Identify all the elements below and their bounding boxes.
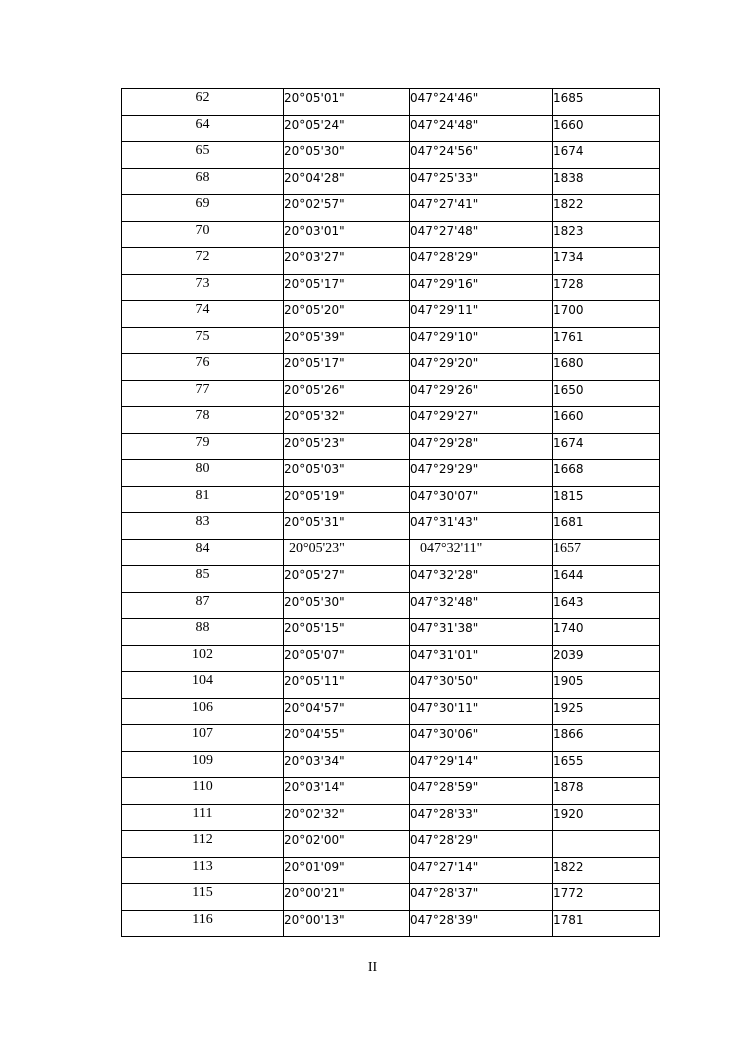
longitude-cell: 047°27'41" [410, 195, 553, 222]
latitude-cell: 20°00'13" [284, 910, 410, 937]
latitude-cell: 20°05'23" [284, 433, 410, 460]
table-row [122, 354, 660, 381]
latitude-cell: 20°05'31" [284, 513, 410, 540]
longitude-cell: 047°24'48" [410, 115, 553, 142]
point-number-cell: 83 [122, 513, 284, 540]
altitude-cell: 1815 [553, 486, 660, 513]
altitude-cell: 1657 [553, 539, 660, 566]
table-row [122, 751, 660, 778]
coordinates-table-body [122, 89, 660, 937]
altitude-cell: 1781 [553, 910, 660, 937]
latitude-cell: 20°05'32" [284, 407, 410, 434]
longitude-cell: 047°28'33" [410, 804, 553, 831]
latitude-cell: 20°02'32" [284, 804, 410, 831]
latitude-cell: 20°05'23" [284, 539, 410, 566]
point-number-cell: 79 [122, 433, 284, 460]
longitude-cell: 047°30'06" [410, 725, 553, 752]
table-row [122, 89, 660, 116]
altitude-cell: 1668 [553, 460, 660, 487]
altitude-cell: 1728 [553, 274, 660, 301]
point-number-cell: 65 [122, 142, 284, 169]
longitude-cell: 047°32'28" [410, 566, 553, 593]
altitude-cell: 1685 [553, 89, 660, 116]
table-row [122, 115, 660, 142]
latitude-cell: 20°05'39" [284, 327, 410, 354]
altitude-cell: 1655 [553, 751, 660, 778]
latitude-cell: 20°03'27" [284, 248, 410, 275]
latitude-cell: 20°05'26" [284, 380, 410, 407]
point-number-cell: 84 [122, 539, 284, 566]
point-number-cell: 104 [122, 672, 284, 699]
latitude-cell: 20°05'17" [284, 354, 410, 381]
point-number-cell: 116 [122, 910, 284, 937]
table-row [122, 327, 660, 354]
table-row [122, 539, 660, 566]
altitude-cell: 1643 [553, 592, 660, 619]
longitude-cell: 047°31'38" [410, 619, 553, 646]
longitude-cell: 047°29'29" [410, 460, 553, 487]
latitude-cell: 20°02'00" [284, 831, 410, 858]
table-row [122, 486, 660, 513]
table-row [122, 142, 660, 169]
point-number-cell: 110 [122, 778, 284, 805]
longitude-cell: 047°28'29" [410, 248, 553, 275]
longitude-cell: 047°25'33" [410, 168, 553, 195]
point-number-cell: 69 [122, 195, 284, 222]
altitude-cell: 1674 [553, 142, 660, 169]
latitude-cell: 20°03'34" [284, 751, 410, 778]
latitude-cell: 20°04'57" [284, 698, 410, 725]
longitude-cell: 047°24'56" [410, 142, 553, 169]
table-row [122, 592, 660, 619]
altitude-cell: 1822 [553, 195, 660, 222]
longitude-cell: 047°28'39" [410, 910, 553, 937]
longitude-cell: 047°30'50" [410, 672, 553, 699]
altitude-cell: 1644 [553, 566, 660, 593]
longitude-cell: 047°29'26" [410, 380, 553, 407]
table-row [122, 248, 660, 275]
altitude-cell: 1920 [553, 804, 660, 831]
table-row [122, 168, 660, 195]
table-row [122, 221, 660, 248]
table-row [122, 831, 660, 858]
point-number-cell: 107 [122, 725, 284, 752]
table-row [122, 195, 660, 222]
latitude-cell: 20°05'11" [284, 672, 410, 699]
point-number-cell: 81 [122, 486, 284, 513]
altitude-cell: 1734 [553, 248, 660, 275]
point-number-cell: 102 [122, 645, 284, 672]
table-row [122, 910, 660, 937]
table-row [122, 619, 660, 646]
point-number-cell: 70 [122, 221, 284, 248]
altitude-cell: 1878 [553, 778, 660, 805]
point-number-cell: 72 [122, 248, 284, 275]
latitude-cell: 20°05'17" [284, 274, 410, 301]
altitude-cell: 1680 [553, 354, 660, 381]
longitude-cell: 047°27'14" [410, 857, 553, 884]
point-number-cell: 80 [122, 460, 284, 487]
altitude-cell [553, 831, 660, 858]
point-number-cell: 85 [122, 566, 284, 593]
point-number-cell: 64 [122, 115, 284, 142]
point-number-cell: 78 [122, 407, 284, 434]
longitude-cell: 047°29'10" [410, 327, 553, 354]
table-row [122, 857, 660, 884]
longitude-cell: 047°24'46" [410, 89, 553, 116]
table-row [122, 725, 660, 752]
table-row [122, 407, 660, 434]
latitude-cell: 20°04'55" [284, 725, 410, 752]
latitude-cell: 20°02'57" [284, 195, 410, 222]
altitude-cell: 1650 [553, 380, 660, 407]
table-row [122, 301, 660, 328]
longitude-cell: 047°28'37" [410, 884, 553, 911]
latitude-cell: 20°05'03" [284, 460, 410, 487]
table-row [122, 645, 660, 672]
point-number-cell: 74 [122, 301, 284, 328]
longitude-cell: 047°31'43" [410, 513, 553, 540]
longitude-cell: 047°29'11" [410, 301, 553, 328]
point-number-cell: 112 [122, 831, 284, 858]
latitude-cell: 20°00'21" [284, 884, 410, 911]
point-number-cell: 106 [122, 698, 284, 725]
table-row [122, 672, 660, 699]
longitude-cell: 047°27'48" [410, 221, 553, 248]
table-row [122, 778, 660, 805]
table-row [122, 274, 660, 301]
latitude-cell: 20°05'20" [284, 301, 410, 328]
table-row [122, 460, 660, 487]
latitude-cell: 20°05'24" [284, 115, 410, 142]
longitude-cell: 047°29'27" [410, 407, 553, 434]
table-row [122, 884, 660, 911]
altitude-cell: 1761 [553, 327, 660, 354]
altitude-cell: 1838 [553, 168, 660, 195]
longitude-cell: 047°29'14" [410, 751, 553, 778]
point-number-cell: 68 [122, 168, 284, 195]
altitude-cell: 1772 [553, 884, 660, 911]
point-number-cell: 87 [122, 592, 284, 619]
point-number-cell: 88 [122, 619, 284, 646]
point-number-cell: 113 [122, 857, 284, 884]
latitude-cell: 20°05'01" [284, 89, 410, 116]
longitude-cell: 047°28'59" [410, 778, 553, 805]
latitude-cell: 20°01'09" [284, 857, 410, 884]
table-row [122, 380, 660, 407]
table-row [122, 433, 660, 460]
table-row [122, 513, 660, 540]
altitude-cell: 1681 [553, 513, 660, 540]
point-number-cell: 75 [122, 327, 284, 354]
altitude-cell: 1674 [553, 433, 660, 460]
point-number-cell: 73 [122, 274, 284, 301]
longitude-cell: 047°30'07" [410, 486, 553, 513]
altitude-cell: 1925 [553, 698, 660, 725]
latitude-cell: 20°05'15" [284, 619, 410, 646]
table-row [122, 698, 660, 725]
latitude-cell: 20°05'19" [284, 486, 410, 513]
altitude-cell: 1822 [553, 857, 660, 884]
latitude-cell: 20°05'27" [284, 566, 410, 593]
latitude-cell: 20°05'07" [284, 645, 410, 672]
altitude-cell: 1740 [553, 619, 660, 646]
longitude-cell: 047°30'11" [410, 698, 553, 725]
latitude-cell: 20°03'01" [284, 221, 410, 248]
page-number: II [367, 960, 378, 975]
altitude-cell: 1660 [553, 407, 660, 434]
point-number-cell: 62 [122, 89, 284, 116]
altitude-cell: 1823 [553, 221, 660, 248]
longitude-cell: 047°29'28" [410, 433, 553, 460]
latitude-cell: 20°04'28" [284, 168, 410, 195]
altitude-cell: 1905 [553, 672, 660, 699]
table-row [122, 566, 660, 593]
point-number-cell: 77 [122, 380, 284, 407]
latitude-cell: 20°05'30" [284, 142, 410, 169]
altitude-cell: 1700 [553, 301, 660, 328]
coordinates-table [121, 88, 660, 937]
altitude-cell: 1660 [553, 115, 660, 142]
longitude-cell: 047°29'20" [410, 354, 553, 381]
altitude-cell: 1866 [553, 725, 660, 752]
longitude-cell: 047°28'29" [410, 831, 553, 858]
table-row [122, 804, 660, 831]
longitude-cell: 047°31'01" [410, 645, 553, 672]
longitude-cell: 047°29'16" [410, 274, 553, 301]
latitude-cell: 20°03'14" [284, 778, 410, 805]
altitude-cell: 2039 [553, 645, 660, 672]
longitude-cell: 047°32'48" [410, 592, 553, 619]
longitude-cell: 047°32'11" [410, 539, 553, 566]
latitude-cell: 20°05'30" [284, 592, 410, 619]
point-number-cell: 76 [122, 354, 284, 381]
point-number-cell: 115 [122, 884, 284, 911]
point-number-cell: 109 [122, 751, 284, 778]
point-number-cell: 111 [122, 804, 284, 831]
